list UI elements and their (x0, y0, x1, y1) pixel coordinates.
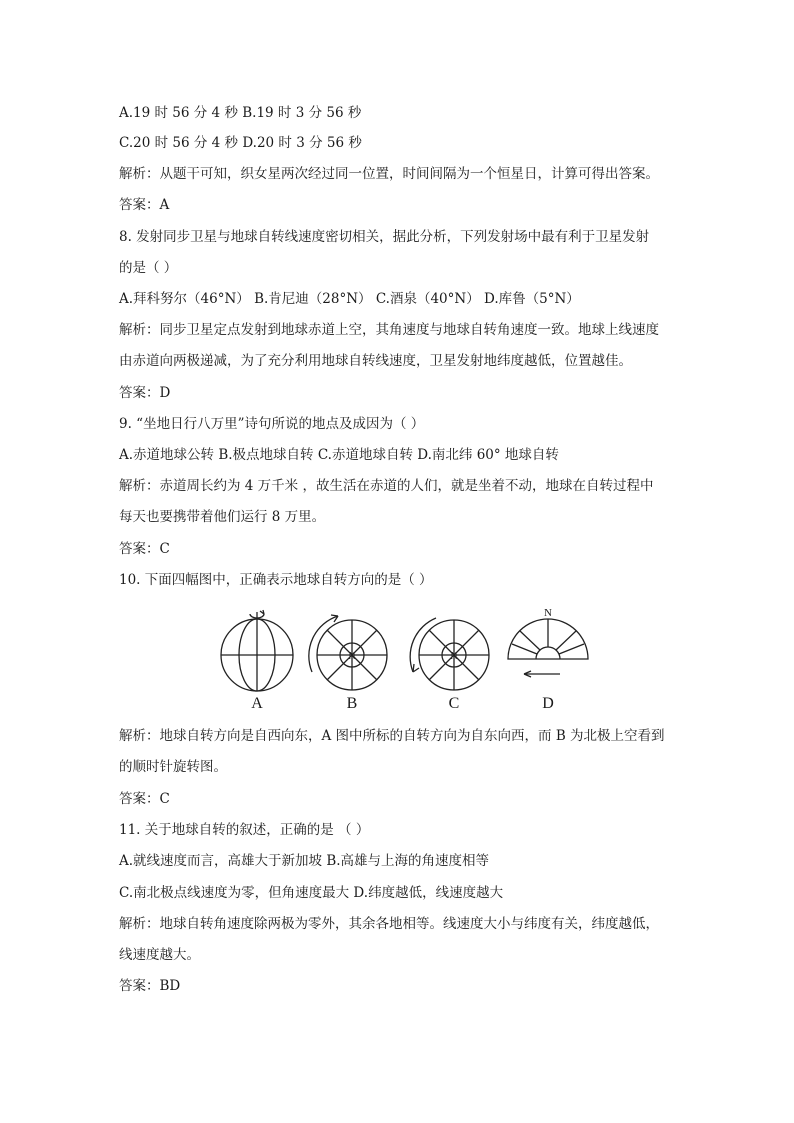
line-q9-options: A.赤道地球公转 B.极点地球自转 C.赤道地球自转 D.南北纬 60° 地球自转 (119, 447, 559, 463)
rotation-diagrams (210, 600, 590, 695)
line-q9-analysis-2: 每天也要携带着他们运行 8 万里。 (119, 509, 326, 525)
figure-label-b: B (346, 695, 358, 712)
line-q11-options-cd: C.南北极点线速度为零，但角速度最大 D.纬度越低，线速度越大 (119, 885, 504, 901)
figure-label-c: C (448, 695, 460, 712)
diagram-b-pole-label: N (348, 651, 356, 662)
line-q7-options-ab: A.19 时 56 分 4 秒 B.19 时 3 分 56 秒 (119, 105, 362, 121)
line-q11-stem: 11. 关于地球自转的叙述，正确的是 （ ） (119, 822, 370, 838)
line-q9-analysis-1: 解析：赤道周长约为 4 万千米 ，故生活在赤道的人们，就是坐着不动，地球在自转过程中 (119, 478, 654, 494)
line-q7-analysis: 解析：从题干可知，织女星两次经过同一位置，时间间隔为一个恒星日，计算可得出答案。 (119, 166, 659, 182)
line-q7-options-cd: C.20 时 56 分 4 秒 D.20 时 3 分 56 秒 (119, 135, 362, 151)
line-q8-options: A.拜科努尔（46°N） B.肯尼迪（28°N） C.酒泉（40°N） D.库鲁（5°N） (119, 291, 580, 307)
line-q8-stem-1: 8. 发射同步卫星与地球自转线速度密切相关，据此分析，下列发射场中最有利于卫星发射 (119, 229, 650, 245)
line-q11-analysis-2: 线速度越大。 (119, 947, 200, 963)
diagram-d-pole-label: N (544, 607, 552, 619)
line-q9-answer: 答案：C (119, 541, 170, 557)
line-q10-analysis-1: 解析：地球自转方向是自西向东，A 图中所标的自转方向为自东向西，而 B 为北极上空看到 (119, 728, 665, 744)
line-q10-answer: 答案：C (119, 791, 170, 807)
line-q8-stem-2: 的是（ ） (119, 260, 178, 276)
line-q10-stem: 10. 下面四幅图中，正确表示地球自转方向的是（ ） (119, 572, 433, 588)
line-q9-stem: 9. “坐地日行八万里”诗句所说的地点及成因为（ ） (119, 416, 425, 432)
line-q11-answer: 答案：BD (119, 978, 181, 994)
line-q11-options-ab: A.就线速度而言，高雄大于新加坡 B.高雄与上海的角速度相等 (119, 853, 490, 869)
line-q8-analysis-2: 由赤道向两极递减，为了充分利用地球自转线速度，卫星发射地纬度越低，位置越佳。 (119, 353, 632, 369)
diagram-c-pole-label: N (450, 651, 458, 662)
figure-label-a: A (251, 695, 263, 712)
line-q10-analysis-2: 的顺时针旋转图。 (119, 759, 227, 775)
line-q8-answer: 答案：D (119, 385, 171, 401)
diagram-a-globe (221, 610, 293, 691)
figure-label-d: D (542, 695, 554, 712)
line-q11-analysis-1: 解析：地球自转角速度除两极为零外，其余各地相等。线速度大小与纬度有关，纬度越低， (119, 916, 659, 932)
diagram-d-semicircle (508, 619, 588, 677)
line-q8-analysis-1: 解析：同步卫星定点发射到地球赤道上空，其角速度与地球自转角速度一致。地球上线速度 (119, 322, 659, 338)
line-q7-answer: 答案：A (119, 197, 170, 213)
earth-rotation-figure (210, 600, 590, 720)
